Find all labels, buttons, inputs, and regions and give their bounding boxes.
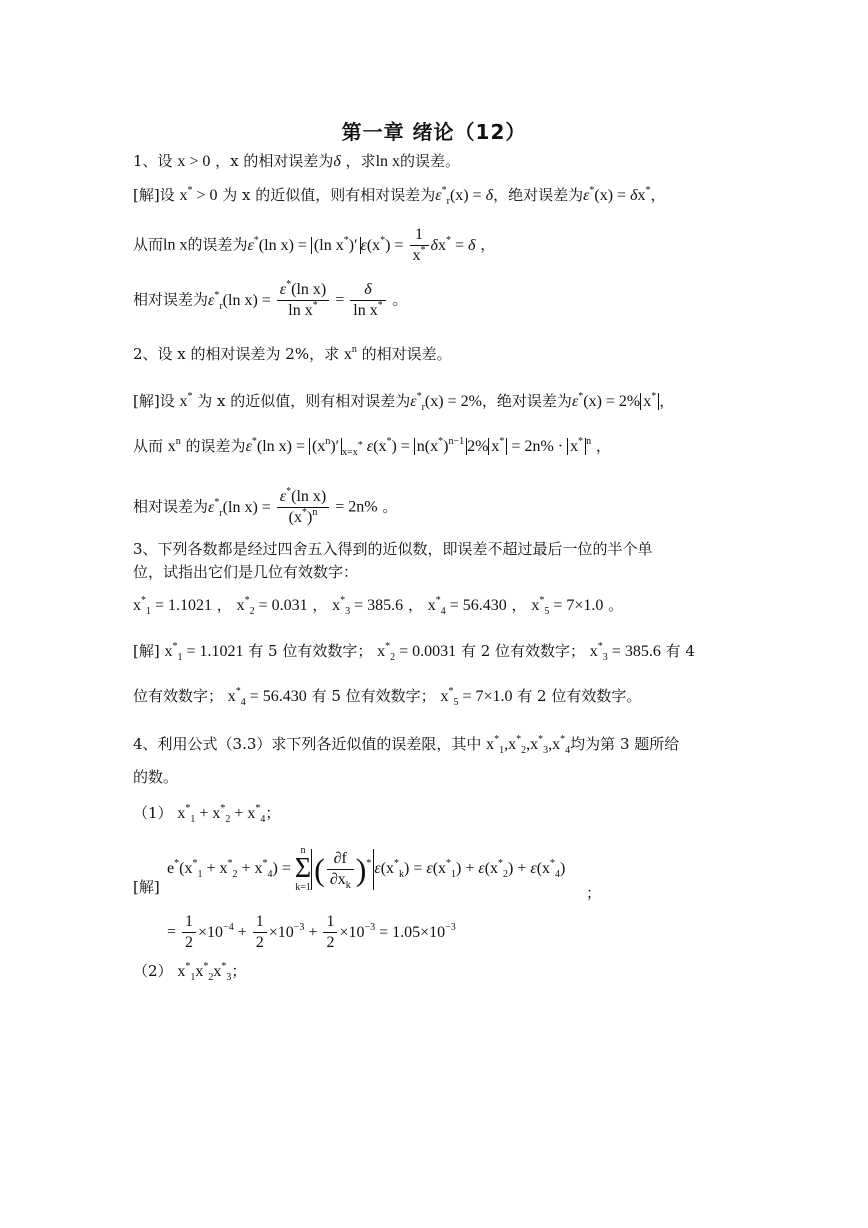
q4-part1: （1） $x^*_1 + x^*_2 + x^*_4$；	[133, 803, 281, 825]
q1-solution-line3: 相对误差为$\varepsilon^*_r(\ln$ x) = $\frac{\varepsilon^*(\ln x)}{\ln x^*}$ = $\frac{\delta}{\ln x^*}$ 。	[133, 279, 408, 319]
q3-stem-line1: 3、下列各数都是经过四舍五入得到的近似数，即误差不超过最后一位的半个单	[133, 540, 653, 558]
q4-solution-semicolon: ；	[586, 884, 602, 902]
q2-stem: 2、设 x 的相对误差为 2%，求 $x^n$ 的相对误差。	[133, 344, 452, 363]
q2-solution-line2: 从而 $x^n$ 的误差为ε*(ln $x) = (x^n)'$ $_{x=x^*}$ $\varepsilon(x^*) = n(x^*)^{n-1}$ 2% x* = 2n% · x* $^n$ ，	[133, 436, 611, 458]
q4-stem-line1: 4、利用公式（3.3）求下列各近似值的误差限，其中 $x^*_1,x^*_2,x^*_3,x^*_4$均为第 3 题所给	[133, 734, 680, 756]
chapter-title: 第一章 绪论（12）	[341, 120, 527, 144]
q1-stem: 1、设 x > 0 ，x 的相对误差为δ ，求ln x的误差。	[133, 152, 461, 170]
q3-solution-line2: 位有效数字； $x^*_4 = 56.430$ 有 5 位有效数字； $x^*_5 = 7\times 1.0$ 有 2 位有效数字。	[133, 686, 642, 708]
q3-solution-line1: [解] $x^*_1 = 1.1021$ 有 5 位有效数字； $x^*_2 = 0.0031$ 有 2 位有效数字； $x^*_3 = 385.6$ 有 4	[133, 641, 695, 663]
q4-part2: （2） $x^*_1x^*_2x^*_3$；	[133, 961, 247, 983]
q1-solution-intro: [解]设 x* > 0 为 x 的近似值，则有相对误差为$\varepsilon^*_r(x) = \delta$，绝对误差为ε*(x) = δx*，	[133, 185, 666, 207]
q4-solution-eq2: = $\frac{1}{2}$ $\times 10^{-4}$ + $\frac{1}{2}$ $\times 10^{-3}$ + $\frac{1}{2}$ $\times 10^{-3} = 1.05\times 10^{-3}$	[167, 913, 456, 951]
sum-symbol: n Σ k=1	[294, 845, 312, 893]
q2-solution-intro: [解]设 x* 为 x 的近似值，则有相对误差为$\varepsilon^*_r(x) = 2\%$，绝对误差为ε*(x) = 2% x* ，	[133, 391, 675, 413]
q4-solution-label: [解]	[133, 878, 160, 896]
q4-stem-line2: 的数。	[133, 768, 179, 786]
q2-solution-line3: 相对误差为$\varepsilon^*_r(\ln$ x) = $\frac{\varepsilon^*(\ln x)}{(x^*)^n}$ = 2n% 。	[133, 486, 398, 526]
q1-solution-line2: 从而ln x的误差为ε*(ln x) = (ln x*)′ ε(x*) = $\frac{1}{x^*}$ δx* = δ ，	[133, 226, 496, 264]
q3-stem-line2: 位，试指出它们是几位有效数字：	[133, 563, 359, 581]
q4-solution-eq1: $e^*(x^*_1 + x^*_2 + x^*_4) = n$ Σ k=1( $\frac{\partial f}{\partial x_k}$ )* $\varepsilon(x^*_k) = \varepsilon(x^*_1) + \varepsilon(x^*_2) + \varepsilon(x^*_4)$	[167, 845, 566, 893]
q3-values: $x^*_1 = 1.1021$ ， $x^*_2 = 0.031$ ， $x^*_3 = 385.6$ ， $x^*_4 = 56.430$ ， $x^*_5 = 7\times 1.0$ 。	[133, 595, 624, 617]
